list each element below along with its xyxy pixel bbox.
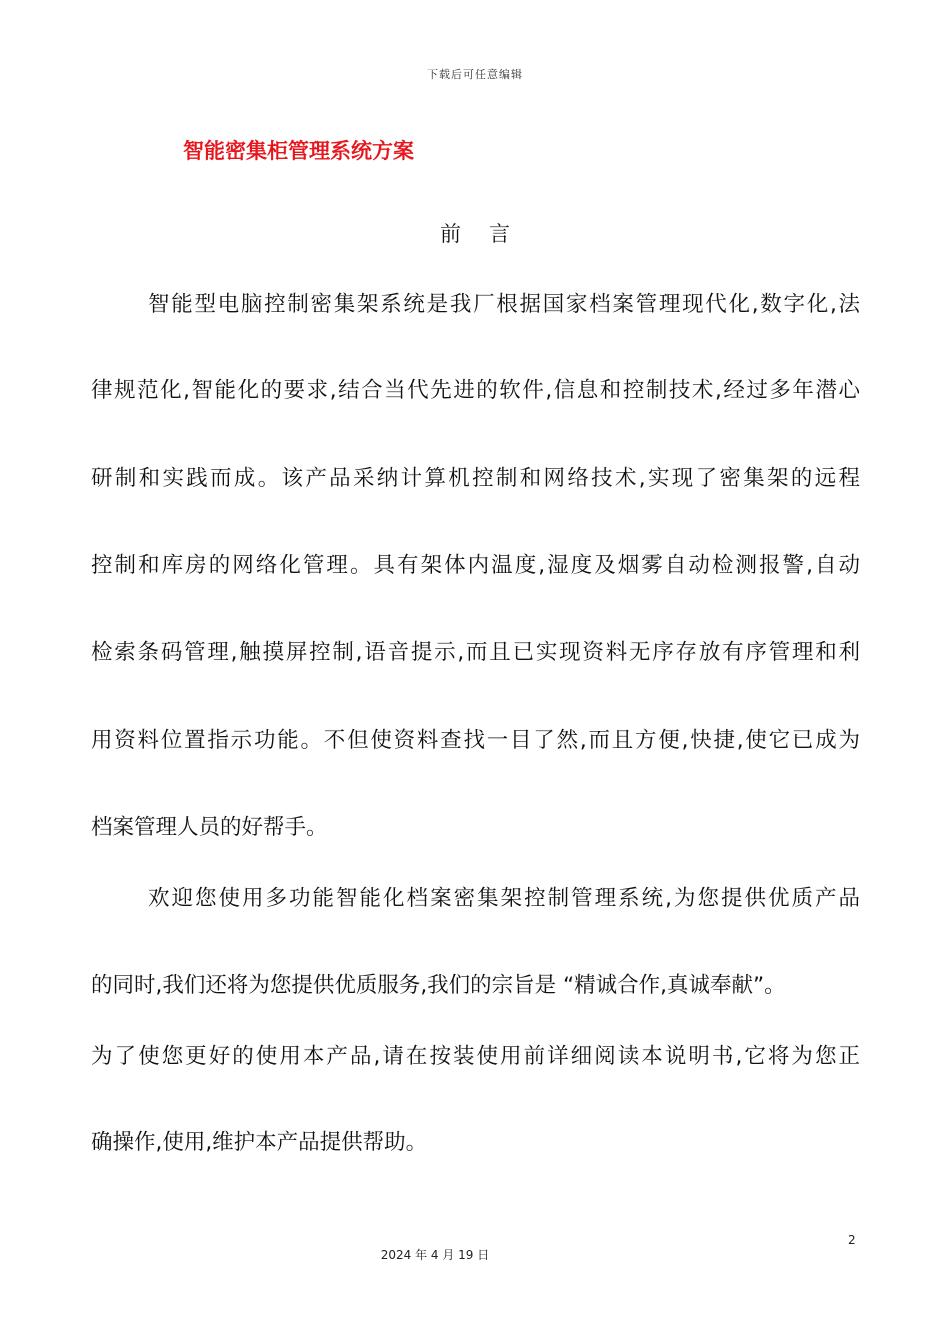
paragraph-line: 检索条码管理,触摸屏控制,语音提示,而且已实现资料无序存放有序管理和利 [91,640,860,665]
paragraph-line: 为了使您更好的使用本产品,请在按装使用前详细阅读本说明书,它将为您正 [91,1044,860,1069]
page-number: 2 [848,1233,856,1247]
paragraph-line: 欢迎您使用多功能智能化档案密集架控制管理系统,为您提供优质产品 [148,886,860,911]
paragraph-line: 智能型电脑控制密集架系统是我厂根据国家档案管理现代化,数字化,法 [148,292,860,317]
section-heading: 前言 [440,222,538,246]
paragraph-line: 的同时,我们还将为您提供优质服务,我们的宗旨是 “精诚合作,真诚奉献”。 [91,973,786,998]
paragraph-line: 研制和实践而成。该产品采纳计算机控制和网络技术,实现了密集架的远程 [91,466,860,491]
paragraph-line: 控制和库房的网络化管理。具有架体内温度,湿度及烟雾自动检测报警,自动 [91,553,860,578]
paragraph-line: 确操作,使用,维护本产品提供帮助。 [91,1130,428,1155]
paragraph-line: 律规范化,智能化的要求,结合当代先进的软件,信息和控制技术,经过多年潜心 [91,378,860,403]
page-footer-date: 2024 年 4 月 19 日 [380,1248,490,1262]
paragraph-line: 用资料位置指示功能。不但使资料查找一目了然,而且方便,快捷,使它已成为 [91,728,860,753]
paragraph-line: 档案管理人员的好帮手。 [91,815,328,840]
document-title: 智能密集柜管理系统方案 [183,139,414,163]
page-header: 下载后可任意编辑 [427,68,523,81]
